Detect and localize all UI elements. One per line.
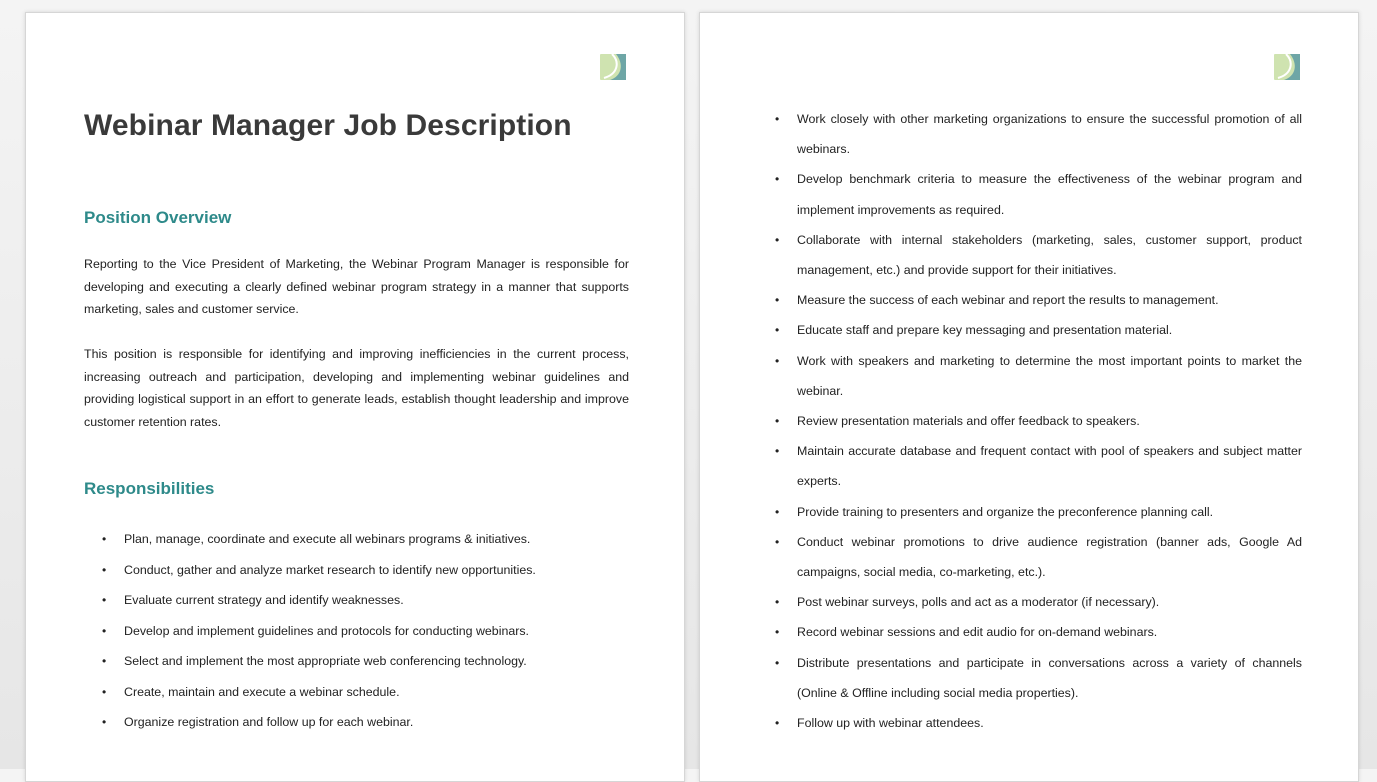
list-item: • Educate staff and prepare key messaging and presentation material. — [775, 315, 1302, 345]
list-item: • Develop and implement guidelines and protocols for conducting webinars. — [102, 616, 647, 647]
list-item: • Maintain accurate database and frequent contact with pool of speakers and subject matter experts. — [775, 436, 1302, 496]
responsibilities-list-continued — [775, 104, 1302, 738]
list-item: • Record webinar sessions and edit audio for on-demand webinars. — [775, 617, 1302, 647]
list-item: • Review presentation materials and offer feedback to speakers. — [775, 406, 1302, 436]
list-item: • Distribute presentations and participate in conversations across a variety of channels (Online & Offline including social media properties). — [775, 648, 1302, 708]
list-item: • Organize registration and follow up for each webinar. — [102, 707, 647, 738]
overview-paragraph: Reporting to the Vice President of Marketing, the Webinar Program Manager is responsible for developing and executing a clearly defined webinar program strategy in a manner that supports marketing, sales and customer service. — [84, 257, 629, 316]
company-logo-icon — [600, 54, 626, 80]
list-item: • Evaluate current strategy and identify weaknesses. — [102, 585, 647, 616]
list-item: • Follow up with webinar attendees. — [775, 708, 1302, 738]
list-item: • Collaborate with internal stakeholders (marketing, sales, customer support, product management, etc.) and provide support for their initiatives. — [775, 225, 1302, 285]
list-item: • Work closely with other marketing organizations to ensure the successful promotion of all webinars. — [775, 104, 1302, 164]
list-item: • Provide training to presenters and organize the preconference planning call. — [775, 497, 1302, 527]
company-logo-icon — [1274, 54, 1300, 80]
list-item: • Work with speakers and marketing to determine the most important points to market the webinar. — [775, 346, 1302, 406]
section-heading-position-overview: Position Overview — [84, 208, 232, 227]
list-item: • Plan, manage, coordinate and execute all webinars programs & initiatives. — [102, 524, 647, 555]
responsibilities-list — [102, 524, 647, 738]
list-item: • Develop benchmark criteria to measure the effectiveness of the webinar program and implement improvements as required. — [775, 164, 1302, 224]
document-title: Webinar Manager Job Description — [84, 109, 572, 142]
section-heading-responsibilities: Responsibilities — [84, 479, 215, 498]
document-page-1 — [25, 12, 685, 782]
list-item: • Conduct webinar promotions to drive audience registration (banner ads, Google Ad campaigns, social media, co-marketing, etc.). — [775, 527, 1302, 587]
list-item: • Post webinar surveys, polls and act as a moderator (if necessary). — [775, 587, 1302, 617]
list-item: • Create, maintain and execute a webinar schedule. — [102, 677, 647, 708]
list-item: • Conduct, gather and analyze market research to identify new opportunities. — [102, 555, 647, 586]
document-page-2 — [699, 12, 1359, 782]
list-item: • Select and implement the most appropriate web conferencing technology. — [102, 646, 647, 677]
overview-paragraph: This position is responsible for identifying and improving inefficiencies in the current process, increasing outreach and participation, developing and implementing webinar guidelines and providing logistical support in an effort to generate leads, establish thought leadership and improve customer retention rates. — [84, 347, 629, 429]
list-item: • Measure the success of each webinar and report the results to management. — [775, 285, 1302, 315]
